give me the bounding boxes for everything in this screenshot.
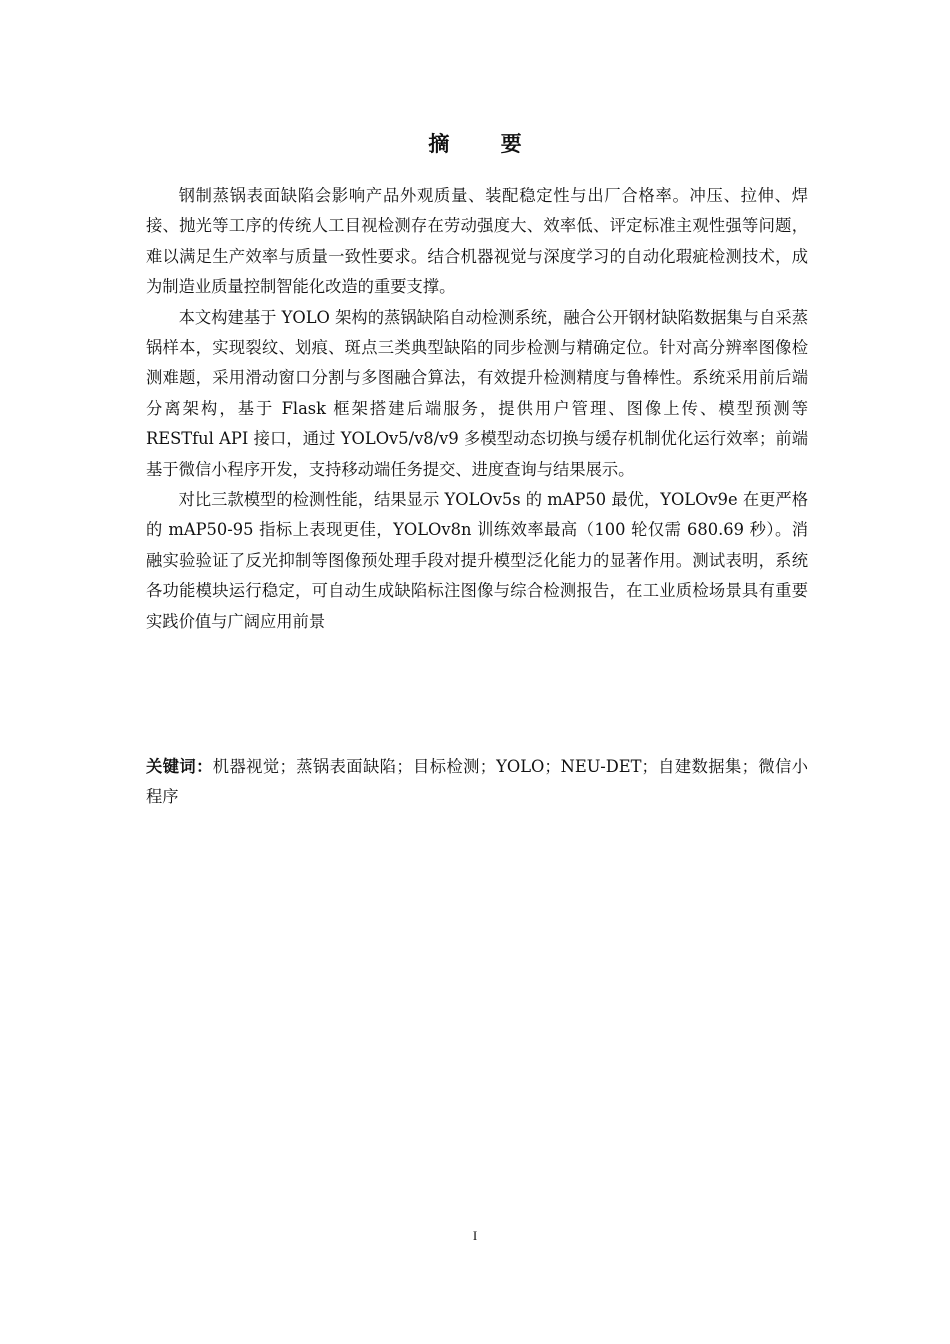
keywords-text: 机器视觉；蒸锅表面缺陷；目标检测；YOLO；NEU-DET；自建数据集；微信小程序	[146, 757, 808, 807]
abstract-paragraph-2: 本文构建基于 YOLO 架构的蒸锅缺陷自动检测系统，融合公开钢材缺陷数据集与自采蒸锅样本，实现裂纹、划痕、斑点三类典型缺陷的同步检测与精确定位。针对高分辨率图像检测难题，采用滑动窗口分割与多图融合算法，有效提升检测精度与鲁棒性。系统采用前后端分离架构，基于 Flask 框架搭建后端服务，提供用户管理、图像上传、模型预测等 RESTful API 接口，通过 YOLOv5/v8/v9 多模型动态切换与缓存机制优化运行效率；前端基于微信小程序开发，支持移动端任务提交、进度查询与结果展示。	[146, 307, 808, 479]
keywords-block	[146, 752, 808, 813]
abstract-body	[146, 181, 808, 637]
page-number: I	[472, 1228, 478, 1243]
abstract-title: 摘 要	[428, 132, 544, 156]
keywords-label: 关键词：	[146, 757, 213, 776]
abstract-paragraph-3: 对比三款模型的检测性能，结果显示 YOLOv5s 的 mAP50 最优，YOLOv9e 在更严格的 mAP50-95 指标上表现更佳，YOLOv8n 训练效率最高（100 轮仅需 680.69 秒）。消融实验验证了反光抑制等图像预处理手段对提升模型泛化能力的显著作用。测试表明，系统各功能模块运行稳定，可自动生成缺陷标注图像与综合检测报告，在工业质检场景具有重要实践价值与广阔应用前景	[146, 490, 808, 631]
abstract-paragraph-1: 钢制蒸锅表面缺陷会影响产品外观质量、装配稳定性与出厂合格率。冲压、拉伸、焊接、抛光等工序的传统人工目视检测存在劳动强度大、效率低、评定标准主观性强等问题，难以满足生产效率与质量一致性要求。结合机器视觉与深度学习的自动化瑕疵检测技术，成为制造业质量控制智能化改造的重要支撑。	[146, 186, 808, 297]
